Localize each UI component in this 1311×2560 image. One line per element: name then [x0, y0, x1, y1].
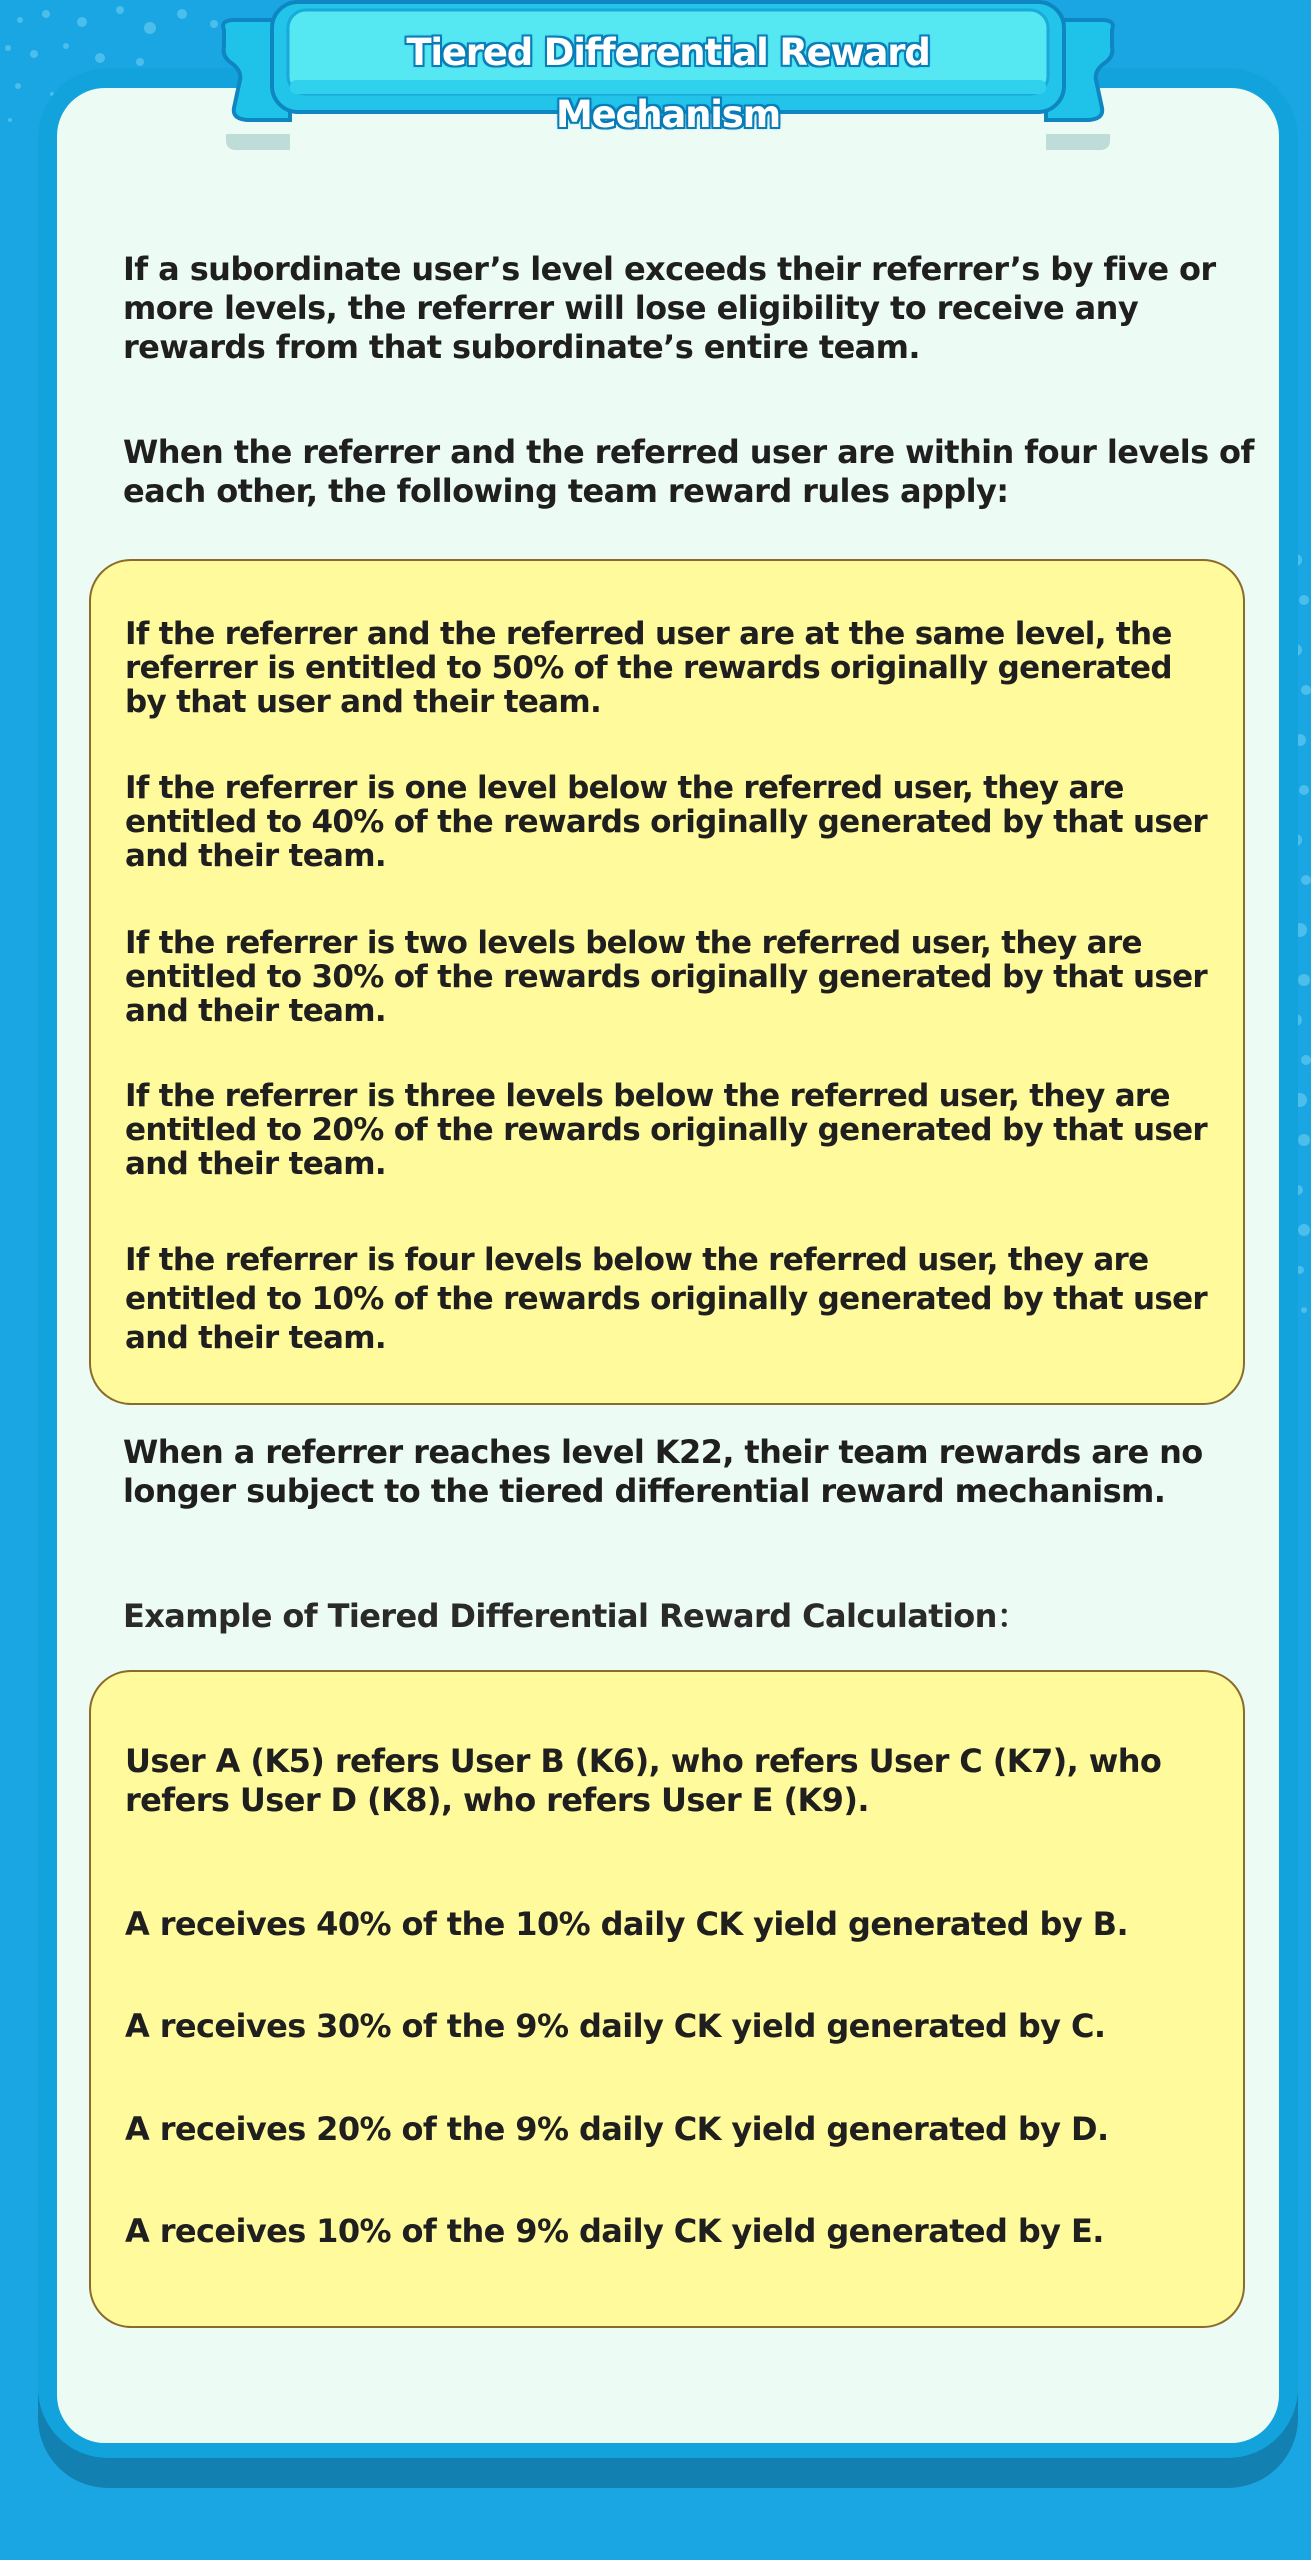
example-line-b: A receives 40% of the 10% daily CK yield generated by B.: [125, 1905, 1128, 1943]
reward-rules-box: [89, 559, 1245, 1405]
rule-two-levels-below: If the referrer is two levels below the referred user, they are entitled to 30% of the rewards originally generated by that user and their team.: [125, 925, 1208, 1029]
k22-note: When a referrer reaches level K22, their team rewards are no longer subject to the tiered differential reward mechanism.: [123, 1433, 1203, 1510]
example-box: [89, 1670, 1245, 2328]
example-line-d: A receives 20% of the 9% daily CK yield generated by D.: [125, 2110, 1109, 2148]
rule-four-levels-below: If the referrer is four levels below the referred user, they are entitled to 10% of the rewards originally generated by that user and their team.: [125, 1242, 1208, 1356]
within-four-levels-paragraph: When the referrer and the referred user are within four levels of each other, the following team reward rules apply:: [123, 433, 1254, 510]
eligibility-paragraph: If a subordinate user’s level exceeds their referrer’s by five or more levels, the referrer will lose eligibility to receive any rewards from that subordinate’s entire team.: [123, 250, 1216, 366]
example-line-c: A receives 30% of the 9% daily CK yield generated by C.: [125, 2007, 1106, 2045]
page-title: Tiered Differential Reward Mechanism: [406, 31, 930, 136]
example-line-e: A receives 10% of the 9% daily CK yield generated by E.: [125, 2212, 1104, 2250]
rule-three-levels-below: If the referrer is three levels below the referred user, they are entitled to 20% of the rewards originally generated by that user and their team.: [125, 1078, 1208, 1182]
example-referral-chain: User A (K5) refers User B (K6), who refers User C (K7), who refers User D (K8), who refers User E (K9).: [125, 1742, 1162, 1819]
rule-one-level-below: If the referrer is one level below the referred user, they are entitled to 40% of the rewards originally generated by that user and their team.: [125, 770, 1208, 874]
example-heading: Example of Tiered Differential Reward Calculation：: [123, 1597, 1029, 1635]
rule-same-level: If the referrer and the referred user are at the same level, the referrer is entitled to 50% of the rewards originally generated by that user and their team.: [125, 616, 1172, 720]
